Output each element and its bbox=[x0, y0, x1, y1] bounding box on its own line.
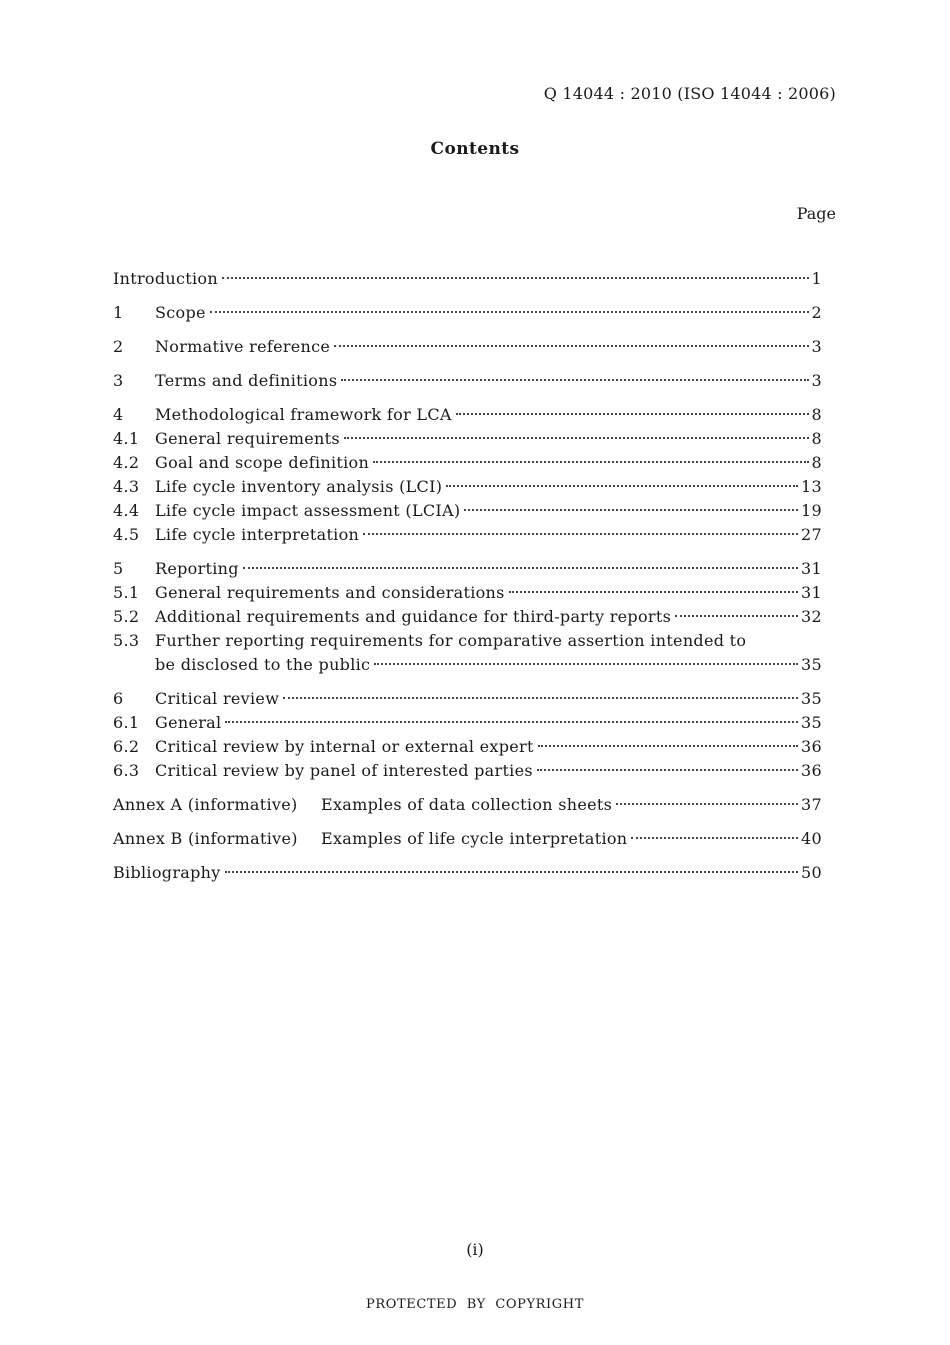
toc-entry-number: 6.1 bbox=[113, 713, 140, 732]
page-title: Contents bbox=[430, 139, 520, 159]
toc-entry-title: Reporting bbox=[155, 559, 239, 578]
toc-entry-lci[interactable] bbox=[113, 475, 822, 499]
dot-leader bbox=[363, 533, 798, 535]
toc-entry-reporting[interactable] bbox=[113, 557, 822, 581]
toc-entry-title: Critical review by internal or external expert bbox=[155, 737, 534, 756]
toc-entry-page: 3 bbox=[811, 337, 822, 356]
toc-entry-title: Life cycle inventory analysis (LCI) bbox=[155, 477, 443, 496]
toc-entry-comparative-assertion[interactable] bbox=[113, 629, 822, 653]
toc-entry-number: 5.1 bbox=[113, 583, 140, 602]
toc-entry-page: 36 bbox=[801, 737, 822, 756]
toc-entry-title-line2: be disclosed to the public bbox=[155, 655, 371, 674]
toc-entry-title: Scope bbox=[155, 303, 206, 322]
toc-entry-annex-b[interactable] bbox=[113, 827, 822, 851]
toc-entry-page: 3 bbox=[811, 371, 822, 390]
toc-entry-title: General requirements bbox=[155, 429, 340, 448]
toc-entry-title: Introduction bbox=[113, 269, 218, 288]
toc-entry-annex-a[interactable] bbox=[113, 793, 822, 817]
toc-entry-title: Normative reference bbox=[155, 337, 331, 356]
toc-entry-page: 8 bbox=[811, 405, 822, 424]
copyright-notice: PROTECTED BY COPYRIGHT bbox=[366, 1297, 584, 1312]
toc-entry-title: Methodological framework for LCA bbox=[155, 405, 452, 424]
toc-entry-normative-reference[interactable] bbox=[113, 335, 822, 359]
toc-entry-page: 35 bbox=[801, 655, 822, 674]
toc-entry-title: Bibliography bbox=[113, 863, 221, 882]
toc-entry-page: 8 bbox=[811, 429, 822, 448]
toc-entry-lcia[interactable] bbox=[113, 499, 822, 523]
dot-leader bbox=[446, 485, 798, 487]
dot-leader bbox=[283, 697, 798, 699]
toc-entry-page: 2 bbox=[811, 303, 822, 322]
toc-entry-title: Critical review bbox=[155, 689, 280, 708]
toc-entry-title: Goal and scope definition bbox=[155, 453, 370, 472]
toc-entry-page: 19 bbox=[801, 501, 822, 520]
toc-entry-title: Terms and definitions bbox=[155, 371, 338, 390]
page-column-label: Page bbox=[796, 204, 836, 223]
toc-entry-number: 4.1 bbox=[113, 429, 140, 448]
toc-entry-number: 2 bbox=[113, 337, 124, 356]
dot-leader bbox=[344, 437, 809, 439]
toc-entry-page: 40 bbox=[801, 829, 822, 848]
table-of-contents bbox=[113, 267, 822, 885]
toc-entry-number: 4.3 bbox=[113, 477, 140, 496]
toc-entry-title: Life cycle impact assessment (LCIA) bbox=[155, 501, 461, 520]
toc-entry-page: 36 bbox=[801, 761, 822, 780]
toc-entry-methodological-framework[interactable] bbox=[113, 403, 822, 427]
toc-entry-number: 1 bbox=[113, 303, 124, 322]
toc-entry-title: General bbox=[155, 713, 222, 732]
dot-leader bbox=[225, 871, 798, 873]
toc-entry-page: 35 bbox=[801, 689, 822, 708]
dot-leader bbox=[373, 461, 808, 463]
toc-entry-number: 4.2 bbox=[113, 453, 140, 472]
toc-entry-page: 32 bbox=[801, 607, 822, 626]
toc-entry-title: Life cycle interpretation bbox=[155, 525, 360, 544]
dot-leader bbox=[334, 345, 808, 347]
toc-entry-general-requirements-considerations[interactable] bbox=[113, 581, 822, 605]
document-identifier: Q 14044 : 2010 (ISO 14044 : 2006) bbox=[543, 84, 836, 103]
toc-entry-number: 5 bbox=[113, 559, 124, 578]
dot-leader bbox=[456, 413, 809, 415]
toc-entry-page: 27 bbox=[801, 525, 822, 544]
dot-leader bbox=[616, 803, 798, 805]
dot-leader bbox=[675, 615, 798, 617]
toc-entry-number: 3 bbox=[113, 371, 124, 390]
toc-entry-scope[interactable] bbox=[113, 301, 822, 325]
dot-leader bbox=[374, 663, 798, 665]
toc-entry-number: 5.3 bbox=[113, 631, 140, 650]
dot-leader bbox=[225, 721, 798, 723]
toc-entry-general[interactable] bbox=[113, 711, 822, 735]
toc-entry-title: Examples of life cycle interpretation bbox=[321, 829, 628, 848]
toc-entry-introduction[interactable] bbox=[113, 267, 822, 291]
toc-entry-critical-review[interactable] bbox=[113, 687, 822, 711]
toc-entry-number: 4.5 bbox=[113, 525, 140, 544]
toc-entry-number: 4.4 bbox=[113, 501, 140, 520]
toc-entry-page: 1 bbox=[811, 269, 822, 288]
dot-leader bbox=[509, 591, 798, 593]
toc-entry-review-by-panel[interactable] bbox=[113, 759, 822, 783]
toc-entry-review-by-expert[interactable] bbox=[113, 735, 822, 759]
toc-entry-general-requirements[interactable] bbox=[113, 427, 822, 451]
toc-entry-number: 6 bbox=[113, 689, 124, 708]
dot-leader bbox=[631, 837, 798, 839]
toc-entry-page: 31 bbox=[801, 583, 822, 602]
toc-annex-label: Annex A (informative) bbox=[113, 795, 298, 814]
toc-entry-bibliography[interactable] bbox=[113, 861, 822, 885]
toc-entry-terms-and-definitions[interactable] bbox=[113, 369, 822, 393]
toc-entry-number: 4 bbox=[113, 405, 124, 424]
dot-leader bbox=[538, 745, 798, 747]
dot-leader bbox=[222, 277, 809, 279]
toc-entry-title: Critical review by panel of interested parties bbox=[155, 761, 533, 780]
dot-leader bbox=[537, 769, 798, 771]
toc-entry-number: 6.2 bbox=[113, 737, 140, 756]
toc-entry-title-line1: Further reporting requirements for comparative assertion intended to bbox=[155, 631, 747, 650]
toc-entry-title: Additional requirements and guidance for third-party reports bbox=[155, 607, 672, 626]
toc-entry-title: General requirements and considerations bbox=[155, 583, 505, 602]
toc-entry-page: 37 bbox=[801, 795, 822, 814]
toc-entry-title: Examples of data collection sheets bbox=[321, 795, 613, 814]
toc-entry-interpretation[interactable] bbox=[113, 523, 822, 547]
toc-entry-page: 31 bbox=[801, 559, 822, 578]
dot-leader bbox=[464, 509, 798, 511]
dot-leader bbox=[243, 567, 798, 569]
dot-leader bbox=[210, 311, 809, 313]
toc-entry-comparative-assertion-continued[interactable] bbox=[113, 653, 822, 677]
dot-leader bbox=[341, 379, 808, 381]
toc-entry-third-party-reports[interactable] bbox=[113, 605, 822, 629]
toc-entry-number: 5.2 bbox=[113, 607, 140, 626]
toc-entry-page: 35 bbox=[801, 713, 822, 732]
toc-entry-number: 6.3 bbox=[113, 761, 140, 780]
toc-annex-label: Annex B (informative) bbox=[113, 829, 298, 848]
toc-entry-page: 50 bbox=[801, 863, 822, 882]
toc-entry-page: 8 bbox=[811, 453, 822, 472]
toc-entry-goal-and-scope[interactable] bbox=[113, 451, 822, 475]
toc-entry-page: 13 bbox=[801, 477, 822, 496]
page-number: (i) bbox=[466, 1240, 484, 1259]
